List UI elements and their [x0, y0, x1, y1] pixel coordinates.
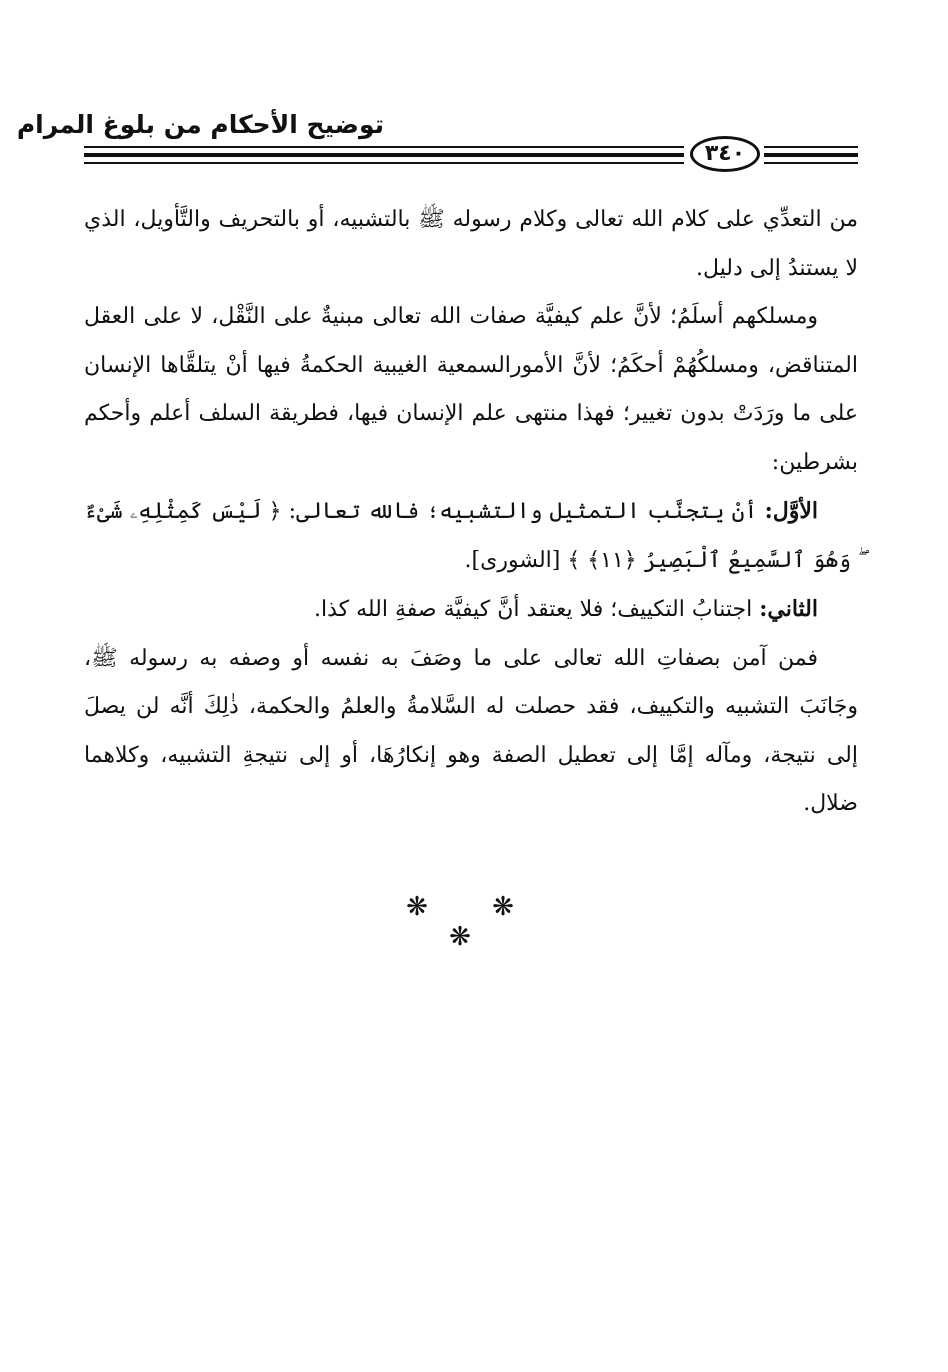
section-end-ornament: ❋ ❋ ❋ [406, 892, 542, 952]
condition-first [84, 487, 858, 585]
page-header [16, 108, 858, 178]
header-rule [764, 153, 858, 157]
condition-label: الثاني: [759, 596, 818, 622]
condition-second [84, 585, 858, 635]
condition-label: الأوَّل: [764, 498, 818, 524]
paragraph: ومسلكهم أسلَمُ؛ لأنَّ علم كيفيَّة صفات الله تعالى مبنيةٌ على النَّقْل، لا على العقل المتناقض، ومسلكُهُمْ أحكَمُ؛ لأنَّ الأمورالسمعية الغيبية الحكمةُ فيها أنْ يتلقَّاها الإنسان على ما ورَدَتْ بدون تغيير؛ فهذا منتهى علم الإنسان فيها، فطريقة السلف أعلم وأحكم بشرطين: [84, 304, 858, 475]
paragraph: من التعدِّي على كلام الله تعالى وكلام رسوله ﷺ بالتشبيه، أو بالتحريف والتَّأويل، الذي لا يستندُ إلى دليل. [84, 207, 858, 281]
condition-text: اجتنابُ التكييف؛ فلا يعتقد أنَّ كيفيَّة صفةِ الله كذا. [313, 597, 753, 622]
header-rule [84, 153, 684, 157]
header-rule [764, 162, 858, 164]
page-body [84, 196, 858, 829]
condition-text: أنْ يتجنَّب التمثيل والتشبيه؛ فالله تعالى: ﴿ لَيْسَ كَمِثْلِهِۦ شَىْءٌ ۖ وَهُوَ ٱلسَّمِيعُ ٱلْبَصِيرُ ﴿١١﴾ ﴾ [الشورى]. [84, 499, 858, 573]
running-title: توضيح الأحكام من بلوغ المرام [16, 110, 384, 139]
header-rule [84, 162, 684, 164]
page-number: ٣٤٠ [690, 136, 760, 172]
paragraph: فمن آمن بصفاتِ الله تعالى على ما وصَفَ به نفسه أو وصفه به رسوله ﷺ، وجَانَبَ التشبيه والتكييف، فقد حصلت له السَّلامةُ والعلمُ والحكمة، ذٰلِكَ أنَّه لن يصلَ إلى نتيجة، ومآله إمَّا إلى تعطيل الصفة وهو إنكارُهَا، أو إلى نتيجةِ التشبيه، وكلاهما ضلال. [84, 645, 858, 816]
header-rule [84, 146, 684, 148]
header-rule [764, 146, 858, 148]
